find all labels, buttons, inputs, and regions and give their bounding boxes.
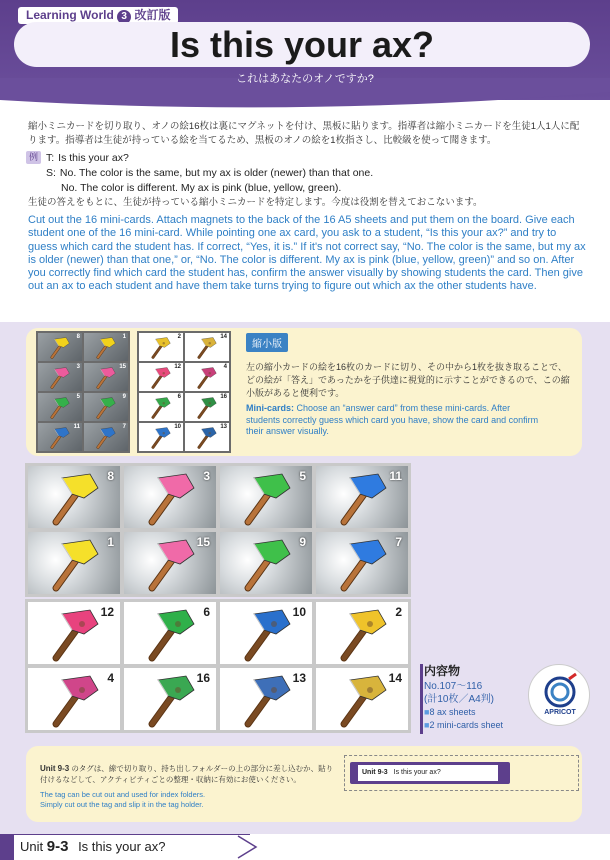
ax-icon <box>230 534 300 592</box>
ax-icon <box>38 670 108 728</box>
ax-icon <box>44 395 74 419</box>
old-ax-card-grid <box>25 599 411 733</box>
ax-icon <box>38 534 108 592</box>
mini-card-number: 16 <box>220 394 227 400</box>
index-tag-sample[interactable] <box>350 762 510 784</box>
ax-icon <box>134 604 204 662</box>
ax-icon <box>134 534 204 592</box>
ax-icon <box>230 670 300 728</box>
card-number: 7 <box>395 535 402 549</box>
old-ax-card <box>316 668 408 730</box>
card-number: 14 <box>388 671 402 685</box>
ax-icon <box>90 395 120 419</box>
card-number: 6 <box>203 605 210 619</box>
student-label: S: <box>46 167 56 179</box>
mini-card <box>139 363 183 391</box>
old-ax-card <box>28 668 120 730</box>
old-ax-card <box>220 602 312 664</box>
ax-icon <box>230 468 300 526</box>
teacher-label: T: <box>46 152 55 164</box>
logo-text: APRICOT <box>544 709 576 716</box>
mini-card <box>185 393 229 421</box>
mini-card-number: 7 <box>122 424 126 430</box>
mini-card-number: 3 <box>76 364 80 370</box>
mini-description: Choose an “answer card” from these mini-cards. After students correctly guess which card you have, show the card and confirm their answer visually. <box>246 403 539 436</box>
mini-card-number: 11 <box>73 424 80 430</box>
card-number: 3 <box>203 469 210 483</box>
ax-icon <box>90 425 120 449</box>
ax-icon <box>134 468 204 526</box>
dialog-student-row-2 <box>26 181 586 196</box>
mini-card <box>185 423 229 451</box>
ax-icon <box>326 604 396 662</box>
mini-card <box>185 363 229 391</box>
mini-card <box>84 423 128 451</box>
card-number: 12 <box>100 605 114 619</box>
student-line-2: No. The color is different. My ax is pink (blue, yellow, green). <box>61 182 342 194</box>
tag-description-japanese: Unit 9-3 のタグは、線で切り取り、持ち出しフォルダーの上の部分に差し込むか、貼り付けるなどして、アクティビティごとの整理・収納に有効にお使いください。 <box>40 764 334 784</box>
contents-title: 内容物 <box>424 664 461 678</box>
instructions-english: Cut out the 16 mini-cards. Attach magnets to the back of the 16 A5 sheets and put them on the board. Give each student one of the 16 mini-card. While pointing one ax card, you ask to a student, “Is this your ax?” and try to guess which card the student has. If correct, “Yes, it is.” If it's not correct say, “No. The color is the same, but my ax is older (newer) than that one,” or, “No. The color is different. My ax is pink (blue, yellow, green)” and so on. After you correctly find which card the student has, confirm the answer visually by showing students the card. Then give out an ax to each student and have them take turns trying to figure out which ax the other students have. <box>28 214 586 293</box>
footer-unit: Unit 9-3 Is this your ax? <box>20 838 166 855</box>
footer-tab <box>0 834 14 860</box>
mini-card-number: 6 <box>177 394 181 400</box>
mini-card-number: 1 <box>122 334 126 340</box>
mini-card <box>185 333 229 361</box>
series-name: Learning World <box>26 8 114 22</box>
mini-card-number: 12 <box>174 364 181 370</box>
mini-card-number: 2 <box>177 334 181 340</box>
ax-icon <box>191 425 221 449</box>
old-ax-card <box>316 602 408 664</box>
apricot-logo-icon <box>529 665 591 727</box>
ax-icon <box>44 335 74 359</box>
example-dialog <box>26 151 586 196</box>
mini-card <box>84 333 128 361</box>
ax-icon <box>326 468 396 526</box>
card-number: 4 <box>107 671 114 685</box>
mini-card <box>84 393 128 421</box>
ax-icon <box>145 425 175 449</box>
dialog-teacher-row <box>26 151 586 166</box>
mini-card <box>139 393 183 421</box>
page-subtitle: これはあなたのオノですか? <box>236 73 374 85</box>
mini-description-english <box>246 403 546 438</box>
mini-card <box>38 333 82 361</box>
mini-cards-grid-old <box>137 331 231 453</box>
footer-arrow-icon <box>236 835 260 859</box>
new-ax-card <box>220 532 312 594</box>
card-number: 5 <box>299 469 306 483</box>
mini-label: Mini-cards: <box>246 403 295 413</box>
teacher-line: Is this your ax? <box>58 152 129 164</box>
ax-icon <box>44 425 74 449</box>
apricot-logo <box>528 664 590 726</box>
mini-cards-grid-new <box>36 331 130 453</box>
mini-card-number: 9 <box>122 394 126 400</box>
mini-version-tag: 縮小版 <box>246 333 288 352</box>
dialog-student-row <box>26 166 586 181</box>
card-number: 9 <box>299 535 306 549</box>
ax-icon <box>145 365 175 389</box>
card-number: 2 <box>395 605 402 619</box>
new-ax-card <box>220 466 312 528</box>
ax-icon <box>191 395 221 419</box>
ax-icon <box>191 335 221 359</box>
ax-icon <box>326 534 396 592</box>
mini-card-number: 8 <box>76 334 80 340</box>
mini-description-japanese: 左の縮小カードの絵を16枚のカードに切り、その中から1枚を抜き取ることで、どの絵が「答え」であったかを子供達に視覚的に示すことができるので、この縮小版があると便利です。 <box>246 362 570 398</box>
mini-card-number: 15 <box>119 364 126 370</box>
ax-icon <box>38 468 108 526</box>
footer-rule <box>0 834 250 835</box>
contents-item: ■8 ax sheets <box>424 707 476 717</box>
tag-description-english: The tag can be cut out and used for index folders. Simply cut out the tag and slip it in the tag holder. <box>40 790 206 809</box>
mini-card-number: 13 <box>220 424 227 430</box>
mini-card <box>139 423 183 451</box>
mini-card <box>38 363 82 391</box>
ax-icon <box>90 335 120 359</box>
new-ax-card <box>316 532 408 594</box>
ax-icon <box>145 395 175 419</box>
new-ax-card <box>124 532 216 594</box>
contents-count: (計10枚／A4判) <box>424 694 495 705</box>
card-number: 11 <box>389 469 402 483</box>
old-ax-card <box>124 602 216 664</box>
old-ax-card <box>124 668 216 730</box>
mini-card-number: 4 <box>223 364 227 370</box>
intro-japanese: 縮小ミニカードを切り取り、オノの絵16枚は裏にマグネットを付け、黒板に貼ります。指導者は縮小ミニカードを生徒1人1人に配ります。指導者は生徒が持っている絵を当てるため、黒板のオノの絵を1枚指さし、比較級を使って聞きます。 <box>28 121 580 146</box>
ax-icon <box>44 365 74 389</box>
new-ax-card-grid <box>25 463 411 597</box>
ax-icon <box>191 365 221 389</box>
card-number: 16 <box>196 671 210 685</box>
card-number: 13 <box>292 671 306 685</box>
card-number: 10 <box>292 605 306 619</box>
ax-icon <box>90 365 120 389</box>
mini-card <box>38 423 82 451</box>
ax-icon <box>38 604 108 662</box>
series-edition: 改訂版 <box>134 8 171 22</box>
series-number: 3 <box>117 10 131 24</box>
card-number: 15 <box>196 535 210 549</box>
contents-accent-bar <box>420 664 423 734</box>
contents-list <box>424 665 534 732</box>
note-japanese: 生徒の答えをもとに、生徒が持っている縮小ミニカードを特定します。今度は役割を替えておこないます。 <box>28 197 483 208</box>
ax-icon <box>326 670 396 728</box>
example-marker: 例 <box>26 151 41 164</box>
mini-card <box>38 393 82 421</box>
contents-range: No.107～116 <box>424 681 483 692</box>
new-ax-card <box>316 466 408 528</box>
contents-item: ■2 mini-cards sheet <box>424 720 503 730</box>
new-ax-card <box>28 466 120 528</box>
mini-card-number: 10 <box>174 424 181 430</box>
mini-card <box>84 363 128 391</box>
ax-icon <box>230 604 300 662</box>
old-ax-card <box>220 668 312 730</box>
mini-card <box>139 333 183 361</box>
page-title: Is this your ax? <box>14 22 590 67</box>
ax-icon <box>145 335 175 359</box>
old-ax-card <box>28 602 120 664</box>
card-number: 8 <box>107 469 114 483</box>
student-line-1: No. The color is the same, but my ax is older (newer) than that one. <box>59 167 374 179</box>
new-ax-card <box>28 532 120 594</box>
mini-card-number: 5 <box>76 394 80 400</box>
ax-icon <box>134 670 204 728</box>
mini-card-number: 14 <box>220 334 227 340</box>
new-ax-card <box>124 466 216 528</box>
card-number: 1 <box>107 535 114 549</box>
index-tag-label: Unit 9-3 Is this your ax? <box>358 765 498 781</box>
